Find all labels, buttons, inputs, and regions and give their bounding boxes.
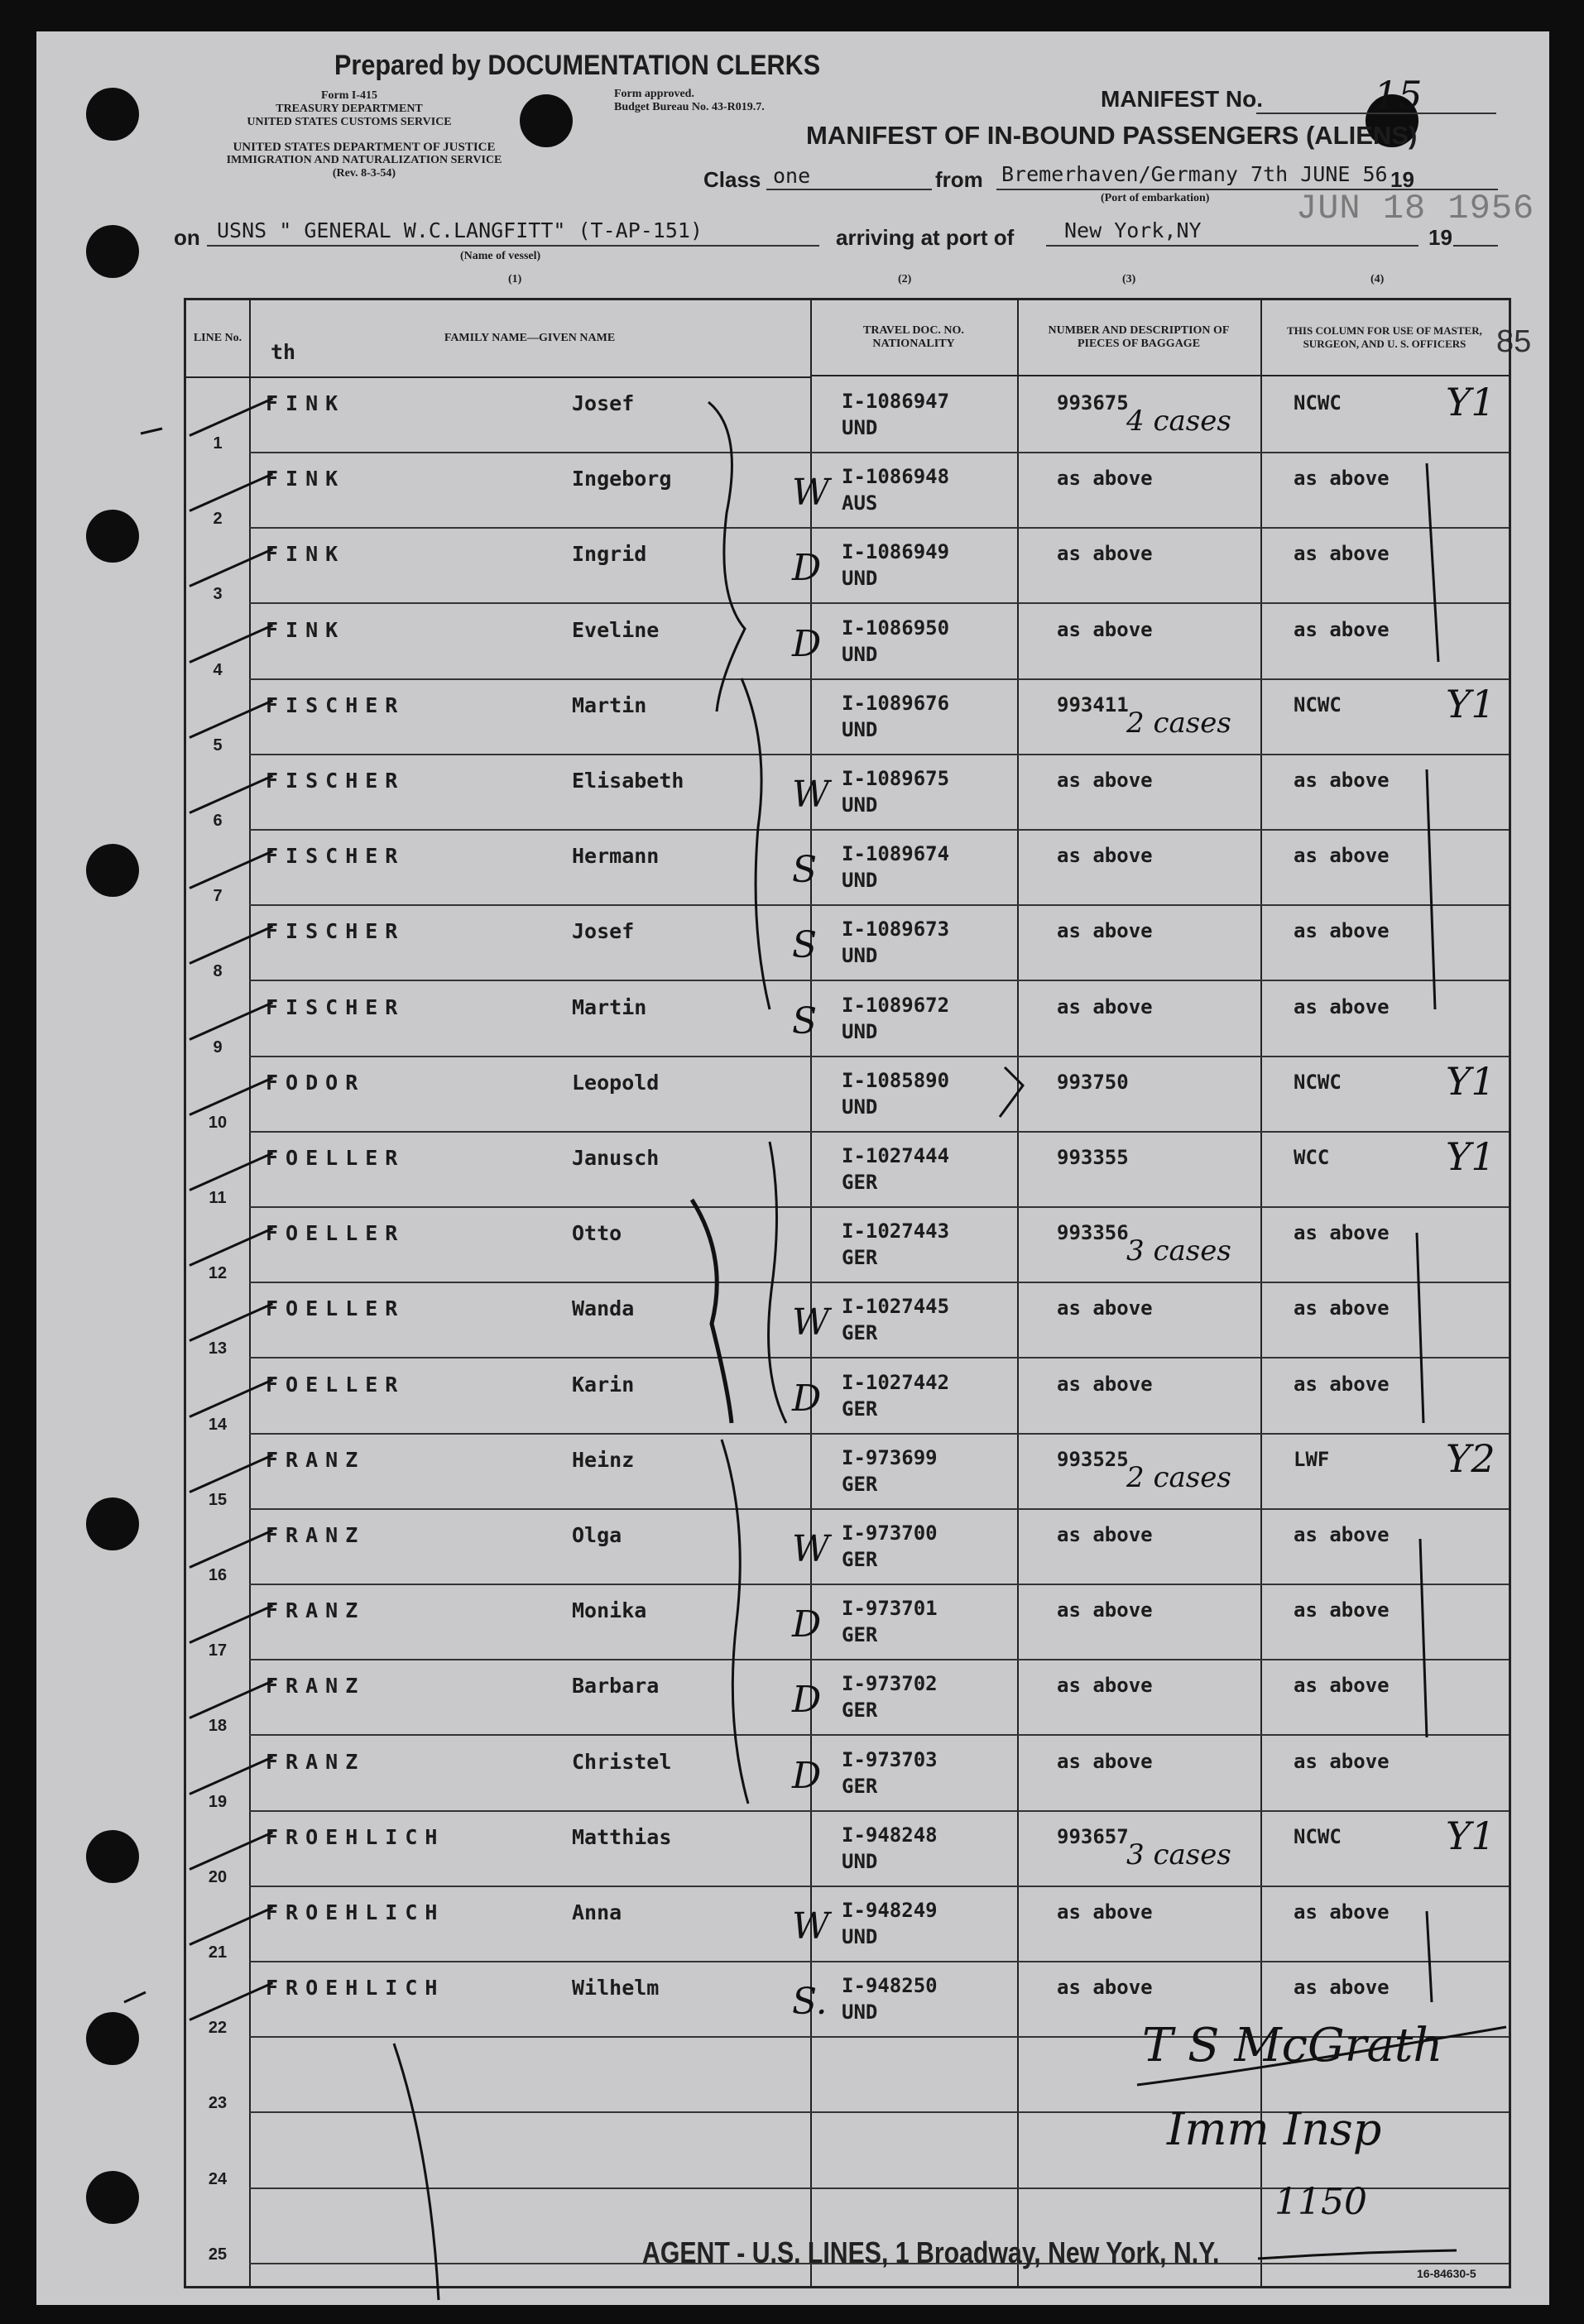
given-name: Matthias	[572, 1824, 672, 1849]
vertical-stroke	[1427, 769, 1435, 1009]
nationality: UND	[842, 642, 878, 666]
officer-note: NCWC	[1294, 692, 1342, 716]
given-name: Josef	[572, 391, 635, 415]
column-number: (2)	[898, 273, 912, 285]
handwritten-mark: Y1	[1446, 1134, 1495, 1179]
header-line-no: LINE No.	[186, 300, 249, 378]
agent-stamp: AGENT - U.S. LINES, 1 Broadway, New York, N.Y.	[642, 2235, 1220, 2269]
given-name: Ingeborg	[572, 467, 672, 491]
bracket-mark	[769, 1142, 786, 1423]
year-suffix: 19	[1390, 167, 1414, 192]
travel-doc-number: I-1089675	[842, 767, 950, 790]
margin-mark	[124, 1992, 146, 2002]
line-number: 7	[213, 887, 223, 906]
bracket-mark	[708, 402, 745, 712]
baggage-description: as above	[1057, 769, 1153, 792]
officer-note: as above	[1294, 769, 1390, 792]
nationality: GER	[842, 1472, 878, 1496]
signature-title: Imm Insp	[1167, 2103, 1382, 2155]
given-name: Eveline	[572, 617, 660, 642]
handwritten-mark: D	[792, 1679, 822, 1722]
nationality: GER	[842, 1171, 878, 1194]
nationality: UND	[842, 869, 878, 893]
manifest-no-label: MANIFEST No.	[1101, 86, 1263, 112]
officer-note: as above	[1294, 994, 1390, 1018]
travel-doc-number: I-973699	[842, 1445, 938, 1469]
given-name: Christel	[572, 1749, 672, 1774]
travel-doc-number: I-1027443	[842, 1220, 950, 1243]
nationality: UND	[842, 1095, 878, 1119]
doj-block: UNITED STATES DEPARTMENT OF JUSTICE IMMIGRATION AND NATURALIZATION SERVICE (Rev. 8-3-54)	[226, 141, 502, 180]
handwritten-mark: D	[792, 1603, 822, 1646]
baggage-description: 993525	[1057, 1447, 1129, 1471]
line-number: 5	[213, 736, 223, 755]
travel-doc-number: I-973701	[842, 1597, 938, 1621]
bracket-mark	[742, 678, 770, 1009]
family-name: FRANZ	[266, 1749, 366, 1774]
line-number: 1	[213, 434, 223, 453]
travel-doc-number: I-1027444	[842, 1144, 950, 1167]
line-number: 16	[208, 1566, 228, 1584]
family-name: FISCHER	[266, 769, 406, 793]
family-name: FINK	[266, 467, 346, 491]
header-baggage: NUMBER AND DESCRIPTION OF PIECES OF BAGGAGE	[1017, 300, 1260, 376]
vessel-caption: (Name of vessel)	[460, 250, 541, 262]
baggage-handwritten-note: 4 cases	[1126, 405, 1231, 438]
given-name: Martin	[572, 994, 647, 1019]
signature-name: T S McGrath	[1142, 2019, 1443, 2072]
handwritten-mark: W	[792, 1905, 830, 1948]
officer-note: NCWC	[1294, 1824, 1342, 1848]
line-number: 11	[209, 1189, 227, 1207]
line-number: 12	[208, 1264, 228, 1283]
officer-note: as above	[1294, 1296, 1390, 1320]
given-name: Wanda	[572, 1296, 635, 1321]
travel-doc-number: I-1089676	[842, 691, 950, 715]
form-id-block: Form I-415 TREASURY DEPARTMENT UNITED STATES CUSTOMS SERVICE	[247, 89, 452, 128]
handwritten-mark: S	[792, 999, 818, 1042]
officer-note: as above	[1294, 542, 1390, 566]
baggage-description: 993657	[1057, 1824, 1129, 1848]
officer-note: as above	[1294, 617, 1390, 641]
family-name: FINK	[266, 617, 346, 642]
page-number: 85	[1496, 324, 1532, 359]
handwritten-mark: Y1	[1446, 681, 1495, 726]
family-name: FROEHLICH	[266, 1824, 445, 1849]
family-name: FODOR	[266, 1070, 366, 1095]
baggage-description: as above	[1057, 1674, 1153, 1698]
family-name: FISCHER	[266, 994, 406, 1019]
class-label: Class	[703, 167, 761, 192]
handwritten-mark: S	[792, 849, 818, 892]
family-name: FISCHER	[266, 919, 406, 944]
family-name: FISCHER	[266, 844, 406, 869]
line-number: 20	[208, 1867, 228, 1886]
class-value: one	[773, 164, 811, 188]
line-number: 17	[208, 1641, 228, 1660]
baggage-description: 993411	[1057, 692, 1129, 716]
baggage-description: as above	[1057, 994, 1153, 1018]
vessel-name: USNS " GENERAL W.C.LANGFITT" (T-AP-151)	[217, 218, 703, 242]
nationality: AUS	[842, 491, 878, 515]
baggage-description: as above	[1057, 1523, 1153, 1546]
baggage-handwritten-note: 2 cases	[1126, 1460, 1231, 1494]
line-number: 9	[213, 1037, 223, 1057]
travel-doc-number: I-1086949	[842, 540, 950, 564]
baggage-description: 993675	[1057, 391, 1129, 414]
handwritten-mark: W	[792, 472, 830, 515]
family-name: FINK	[266, 542, 346, 567]
officer-note: as above	[1294, 1372, 1390, 1396]
column-number: (4)	[1370, 273, 1385, 285]
travel-doc-number: I-1085890	[842, 1068, 950, 1092]
line-number: 13	[208, 1339, 228, 1358]
nationality: UND	[842, 2001, 878, 2025]
family-name: FINK	[266, 391, 346, 415]
nationality: UND	[842, 1019, 878, 1043]
baggage-handwritten-note: 3 cases	[1126, 1838, 1231, 1871]
handwritten-mark: W	[792, 1301, 830, 1344]
family-name: FOELLER	[266, 1296, 406, 1321]
bracket-mark	[722, 1440, 748, 1804]
travel-doc-number: I-1089674	[842, 842, 950, 866]
travel-doc-number: I-948250	[842, 1974, 938, 1998]
header-travel-doc: TRAVEL DOC. NO. NATIONALITY	[810, 300, 1017, 376]
arrival-port: New York,NY	[1064, 218, 1202, 242]
line-number: 14	[208, 1415, 228, 1434]
travel-doc-number: I-1027442	[842, 1370, 950, 1394]
line-number: 3	[213, 585, 223, 604]
officer-note: NCWC	[1294, 391, 1342, 414]
travel-doc-number: I-948249	[842, 1899, 938, 1922]
given-name: Leopold	[572, 1070, 660, 1095]
baggage-description: 993356	[1057, 1221, 1129, 1245]
nationality: GER	[842, 1397, 878, 1421]
from-value: Bremerhaven/Germany 7th JUNE 56	[1001, 162, 1388, 186]
handwritten-mark: D	[792, 1754, 822, 1797]
baggage-description: as above	[1057, 919, 1153, 943]
handwritten-mark: Y1	[1446, 1813, 1495, 1858]
officer-note: as above	[1294, 1674, 1390, 1698]
baggage-handwritten-note: 2 cases	[1126, 706, 1231, 740]
officer-note: as above	[1294, 1900, 1390, 1924]
baggage-description: 993355	[1057, 1146, 1129, 1169]
given-name: Ingrid	[572, 542, 647, 567]
officer-note: NCWC	[1294, 1070, 1342, 1094]
officer-note: as above	[1294, 1976, 1390, 2000]
given-name: Hermann	[572, 844, 660, 869]
from-label: from	[935, 167, 983, 192]
baggage-description: as above	[1057, 1296, 1153, 1320]
manifest-no-value: 15	[1374, 73, 1423, 117]
given-name: Martin	[572, 692, 647, 717]
manifest-title: MANIFEST OF IN-BOUND PASSENGERS (ALIENS)	[806, 121, 1418, 150]
signature-note: 1150	[1274, 2181, 1367, 2223]
baggage-description: as above	[1057, 542, 1153, 566]
officer-note: as above	[1294, 1523, 1390, 1546]
line-number: 18	[208, 1717, 228, 1736]
line-number: 22	[208, 2019, 228, 2038]
column-number: (1)	[508, 273, 522, 285]
line-number: 21	[208, 1943, 228, 1962]
column-number: (3)	[1122, 273, 1136, 285]
officer-note: WCC	[1294, 1146, 1330, 1169]
port-caption: (Port of embarkation)	[1101, 192, 1210, 204]
given-name: Heinz	[572, 1447, 635, 1472]
baggage-description: as above	[1057, 844, 1153, 868]
family-name: FRANZ	[266, 1447, 366, 1472]
line-number: 24	[208, 2169, 228, 2188]
nationality: GER	[842, 1548, 878, 1571]
baggage-handwritten-note: 3 cases	[1126, 1234, 1231, 1268]
line-number: 4	[213, 660, 223, 679]
baggage-description: as above	[1057, 1749, 1153, 1773]
family-name: FRANZ	[266, 1598, 366, 1623]
given-name: Janusch	[572, 1146, 660, 1170]
family-name: FROEHLICH	[266, 1900, 445, 1924]
arriving-label: arriving at port of	[836, 225, 1015, 250]
vertical-stroke	[1420, 1539, 1427, 1737]
family-name: FRANZ	[266, 1523, 366, 1547]
handwritten-mark: Y1	[1446, 380, 1495, 424]
line-number: 23	[208, 2094, 228, 2113]
given-name: Wilhelm	[572, 1976, 660, 2001]
prepared-by-stamp: Prepared by DOCUMENTATION CLERKS	[334, 50, 821, 81]
baggage-description: as above	[1057, 467, 1153, 491]
given-name: Anna	[572, 1900, 622, 1924]
handwritten-mark: D	[792, 1377, 822, 1420]
travel-doc-number: I-1086947	[842, 390, 950, 413]
officer-note: LWF	[1294, 1447, 1330, 1471]
travel-doc-number: I-1086950	[842, 616, 950, 640]
travel-doc-number: I-1089673	[842, 918, 950, 942]
family-name: FOELLER	[266, 1221, 406, 1246]
line-number: 19	[208, 1792, 228, 1811]
family-name: FOELLER	[266, 1372, 406, 1397]
handwritten-mark: S	[792, 924, 818, 967]
nationality: UND	[842, 1849, 878, 1873]
given-name: Monika	[572, 1598, 647, 1623]
travel-doc-number: I-973702	[842, 1672, 938, 1696]
margin-mark	[141, 429, 162, 434]
handwritten-mark: D	[792, 622, 822, 665]
given-name: Barbara	[572, 1674, 660, 1699]
nationality: UND	[842, 717, 878, 741]
handwritten-mark: D	[792, 547, 822, 590]
officer-note: as above	[1294, 467, 1390, 491]
form-code: 16-84630-5	[1417, 2267, 1476, 2280]
handwritten-mark: W	[792, 774, 830, 816]
travel-doc-number: I-973703	[842, 1747, 938, 1771]
given-name: Karin	[572, 1372, 635, 1397]
baggage-description: as above	[1057, 1372, 1153, 1396]
approval-block: Form approved. Budget Bureau No. 43-R019.7.	[614, 88, 765, 113]
header-officers: THIS COLUMN FOR USE OF MASTER, SURGEON, AND U. S. OFFICERS	[1260, 300, 1509, 376]
officer-note: as above	[1294, 844, 1390, 868]
nationality: GER	[842, 1246, 878, 1270]
handwritten-mark: Y2	[1446, 1435, 1495, 1481]
nationality: UND	[842, 567, 878, 591]
officer-note: as above	[1294, 1221, 1390, 1245]
nationality: UND	[842, 416, 878, 439]
baggage-description: as above	[1057, 617, 1153, 641]
handwritten-mark: W	[792, 1528, 830, 1570]
officer-note: as above	[1294, 1598, 1390, 1622]
officer-note: as above	[1294, 919, 1390, 943]
th-note: th	[271, 340, 296, 364]
signature-underline	[1258, 2250, 1457, 2259]
travel-doc-number: I-1089672	[842, 993, 950, 1017]
travel-doc-number: I-973700	[842, 1521, 938, 1545]
baggage-description: as above	[1057, 1900, 1153, 1924]
nationality: UND	[842, 1925, 878, 1948]
family-name: FROEHLICH	[266, 1976, 445, 2001]
handwritten-mark: S.	[792, 1981, 828, 2024]
scribble-mark	[692, 1200, 732, 1423]
date-received-stamp: JUN 18 1956	[1296, 189, 1535, 228]
family-name: FRANZ	[266, 1674, 366, 1699]
baggage-description: as above	[1057, 1976, 1153, 2000]
line-number: 15	[208, 1490, 228, 1509]
year-suffix-2: 19	[1428, 225, 1452, 250]
nationality: GER	[842, 1623, 878, 1647]
given-name: Josef	[572, 919, 635, 944]
travel-doc-number: I-1027445	[842, 1295, 950, 1319]
vertical-stroke	[1427, 463, 1438, 662]
travel-doc-number: I-948248	[842, 1823, 938, 1847]
on-label: on	[174, 225, 200, 250]
baggage-description: 993750	[1057, 1070, 1129, 1094]
line-number: 8	[213, 962, 223, 981]
handwritten-mark: Y1	[1446, 1058, 1495, 1104]
line-number: 6	[213, 812, 223, 830]
vertical-stroke	[1417, 1233, 1423, 1423]
nationality: GER	[842, 1699, 878, 1723]
vertical-stroke	[1427, 1911, 1432, 2002]
nationality: GER	[842, 1321, 878, 1345]
baggage-description: as above	[1057, 1598, 1153, 1622]
line-number: 10	[208, 1113, 228, 1132]
check-mark	[1000, 1067, 1023, 1117]
given-name: Olga	[572, 1523, 622, 1547]
nationality: UND	[842, 793, 878, 817]
signature-underline	[1137, 2027, 1506, 2085]
family-name: FISCHER	[266, 692, 406, 717]
line-number: 2	[213, 510, 223, 529]
family-name: FOELLER	[266, 1146, 406, 1170]
strike-line	[394, 2044, 439, 2300]
header-name: FAMILY NAME—GIVEN NAME	[249, 300, 810, 378]
nationality: GER	[842, 1774, 878, 1798]
nationality: UND	[842, 944, 878, 968]
travel-doc-number: I-1086948	[842, 465, 950, 489]
officer-note: as above	[1294, 1749, 1390, 1773]
given-name: Elisabeth	[572, 769, 684, 793]
given-name: Otto	[572, 1221, 622, 1246]
line-number: 25	[208, 2245, 228, 2264]
